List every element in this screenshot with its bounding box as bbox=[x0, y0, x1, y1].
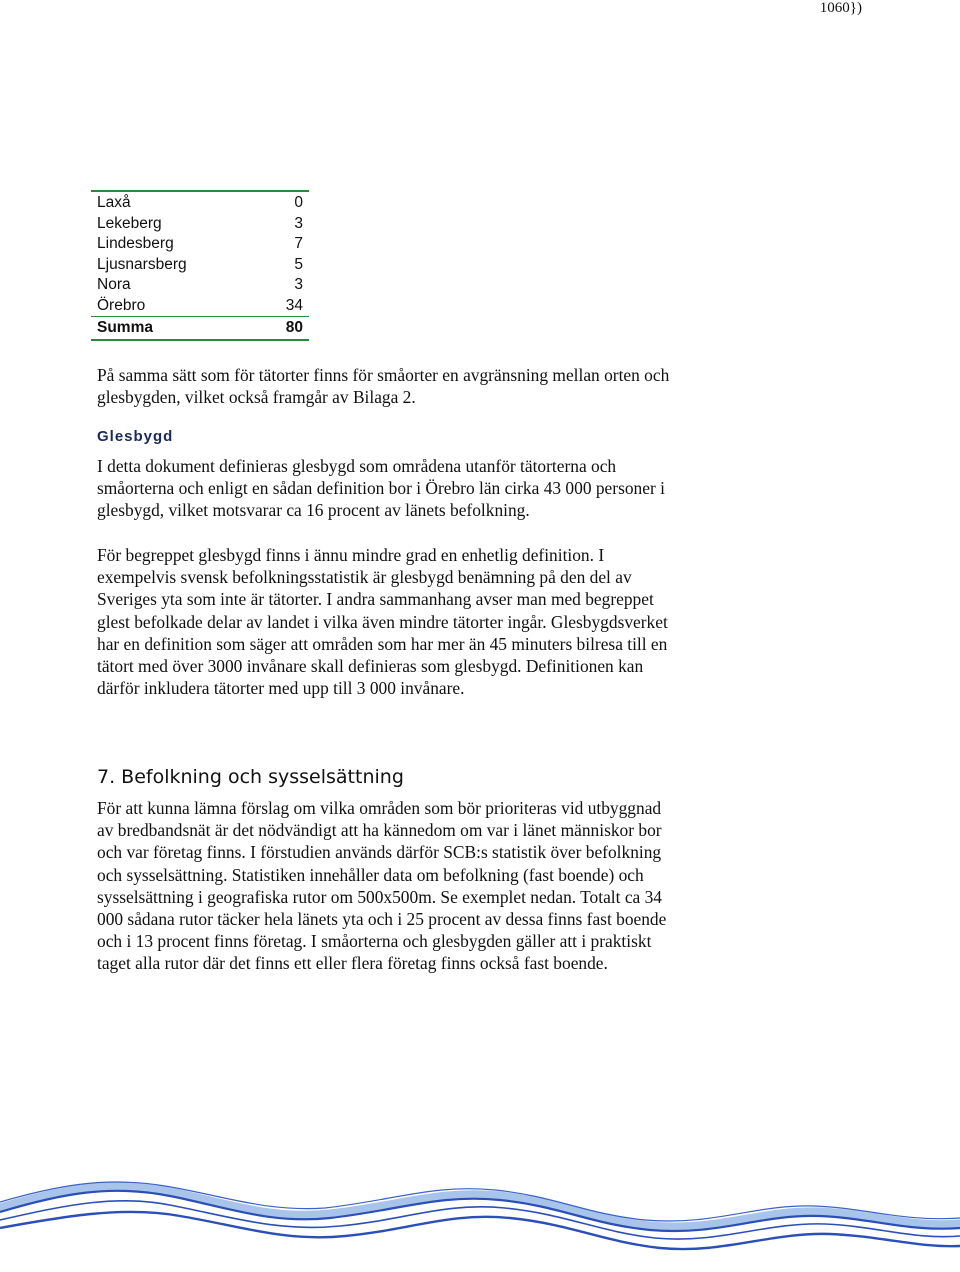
municipality-name: Örebro bbox=[97, 296, 146, 314]
municipality-name: Lindesberg bbox=[97, 235, 174, 252]
section-7-heading: 7. Befolkning och sysselsättning bbox=[97, 766, 404, 788]
wave-line-3 bbox=[0, 1212, 960, 1249]
sum-label: Summa bbox=[91, 317, 260, 341]
glesbygd-paragraph-1: I detta dokument definieras glesbygd som områdena utanför tätorterna och småorterna och enligt en sådan definition bor i Örebro län cirka 43 000 personer i glesbygd, vilket motsvarar ca 16 procent av länets befolkning. bbox=[97, 456, 665, 521]
table-row bbox=[91, 255, 309, 276]
municipality-name: Lekeberg bbox=[97, 214, 162, 232]
municipality-value: 5 bbox=[294, 255, 303, 273]
intro-paragraph: På samma sätt som för tätorter finns för småorter en avgränsning mellan orten och glesbygden, vilket också framgår av Bilaga 2. bbox=[97, 365, 670, 408]
sum-value: 80 bbox=[260, 317, 309, 341]
section-7-paragraph: För att kunna lämna förslag om vilka områden som bör prioriteras vid utbyggnad av bredbandsnät är det nödvändigt att ha kännedom om var i länet människor bor och var företag finns. I förstudien används därför SCB:s statistik över befolkning och sysselsättning. Statistiken innehåller data om befolkning (fast boende) och sysselsättning i geografiska rutor om 500x500m. Se exemplet nedan. Totalt ca 34 000 sådana rutor täcker hela länets yta och i 25 procent av dessa finns fast boende och i 13 procent finns företag. I småorterna och glesbygden gäller att i praktiskt taget alla rutor där det finns ett eller flera företag finns också fast boende. bbox=[97, 798, 667, 974]
municipality-name: Laxå bbox=[91, 191, 260, 214]
glesbygd-heading: Glesbygd bbox=[97, 428, 174, 445]
municipality-value: 3 bbox=[294, 214, 303, 232]
municipality-value: 3 bbox=[294, 276, 303, 293]
table-sum-row bbox=[91, 317, 309, 341]
municipality-value: 0 bbox=[260, 191, 309, 214]
municipality-value: 7 bbox=[294, 235, 303, 252]
table-row bbox=[91, 296, 309, 317]
table-row bbox=[91, 234, 309, 255]
page-number: 1060}) bbox=[819, 0, 862, 16]
municipality-value: 34 bbox=[285, 296, 303, 314]
table-row bbox=[91, 275, 309, 296]
table-row bbox=[91, 214, 309, 235]
decorative-wave bbox=[0, 1150, 960, 1272]
table-row bbox=[91, 191, 309, 214]
municipality-count-table bbox=[91, 190, 309, 341]
glesbygd-paragraph-2: För begreppet glesbygd finns i ännu mindre grad en enhetlig definition. I exempelvis svensk befolkningsstatistik är glesbygd benämning på den del av Sveriges yta som inte är tätorter. I andra sammanhang avser man med begreppet glest befolkade delar av landet i vilka även mindre tätorter ingår. Glesbygdsverket har en definition som säger att områden som har mer än 45 minuters bilresa till en tätort med över 3000 invånare skall definieras som glesbygd. Definitionen kan därför inkludera tätorter med upp till 3 000 invånare. bbox=[97, 545, 668, 699]
municipality-name: Nora bbox=[97, 276, 131, 293]
municipality-name: Ljusnarsberg bbox=[97, 255, 187, 273]
